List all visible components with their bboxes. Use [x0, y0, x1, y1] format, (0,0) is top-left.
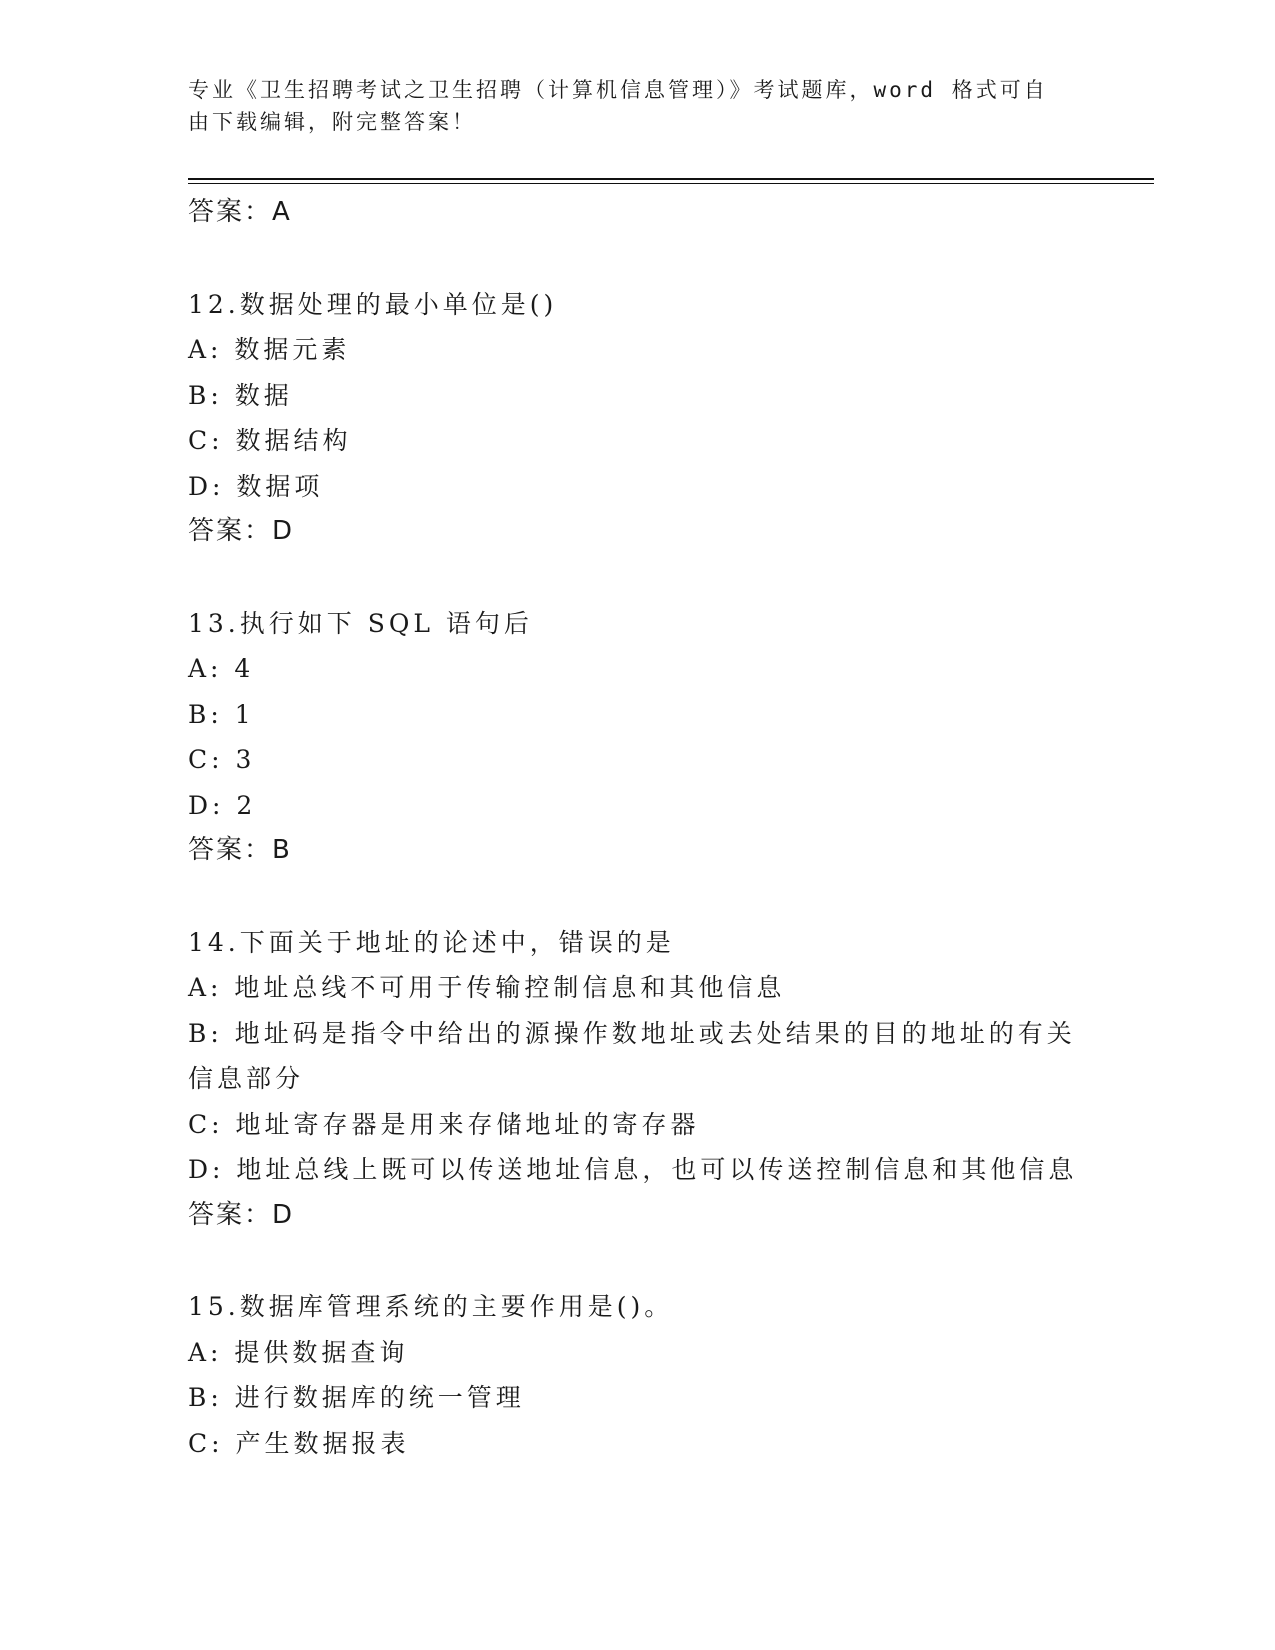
document-header: 专业《卫生招聘考试之卫生招聘（计算机信息管理）》考试题库，word 格式可自由下载编辑，附完整答案！ [188, 78, 1048, 134]
option-b: B: 进行数据库的统一管理 [188, 1383, 525, 1412]
option-b: B: 地址码是指令中给出的源操作数地址或去处结果的目的地址的有关信息部分 [188, 1018, 1076, 1093]
question-stem: 12.数据处理的最小单位是() [188, 289, 558, 319]
option-c: C: 数据结构 [188, 426, 352, 455]
option-a: A: 数据元素 [188, 335, 351, 364]
option-c: C: 产生数据报表 [188, 1428, 410, 1458]
spacer [188, 555, 1088, 601]
answer-line: 答案：D [188, 516, 295, 546]
question-12 [188, 282, 1088, 555]
question-stem: 15.数据库管理系统的主要作用是()。 [188, 1292, 674, 1321]
header-rule-thick [188, 178, 1154, 180]
option-d: D: 数据项 [188, 471, 324, 501]
question-15 [188, 1284, 1088, 1466]
option-a: A: 地址总线不可用于传输控制信息和其他信息 [188, 973, 786, 1002]
option-a: A: 提供数据查询 [188, 1337, 409, 1367]
spacer [188, 236, 1088, 282]
option-d: D: 地址总线上既可以传送地址信息，也可以传送控制信息和其他信息 [188, 1155, 1078, 1184]
answer-line: 答案：A [188, 197, 292, 227]
spacer [188, 1238, 1088, 1284]
header-rule-thin [188, 183, 1154, 184]
option-b: B: 1 [188, 699, 255, 729]
option-a: A: 4 [188, 654, 255, 683]
option-c: C: 3 [188, 745, 256, 774]
answer-line: 答案：B [188, 835, 292, 865]
spacer [188, 874, 1088, 920]
option-d: D: 2 [188, 790, 257, 820]
question-13 [188, 601, 1088, 874]
option-b: B: 数据 [188, 380, 293, 410]
question-list [188, 190, 1088, 1466]
question-stem: 14.下面关于地址的论述中，错误的是 [188, 927, 675, 957]
option-c: C: 地址寄存器是用来存储地址的寄存器 [188, 1109, 700, 1139]
question-stem: 13.执行如下 SQL 语句后 [188, 608, 533, 638]
answer-line: 答案：D [188, 1199, 295, 1230]
question-14 [188, 920, 1088, 1239]
